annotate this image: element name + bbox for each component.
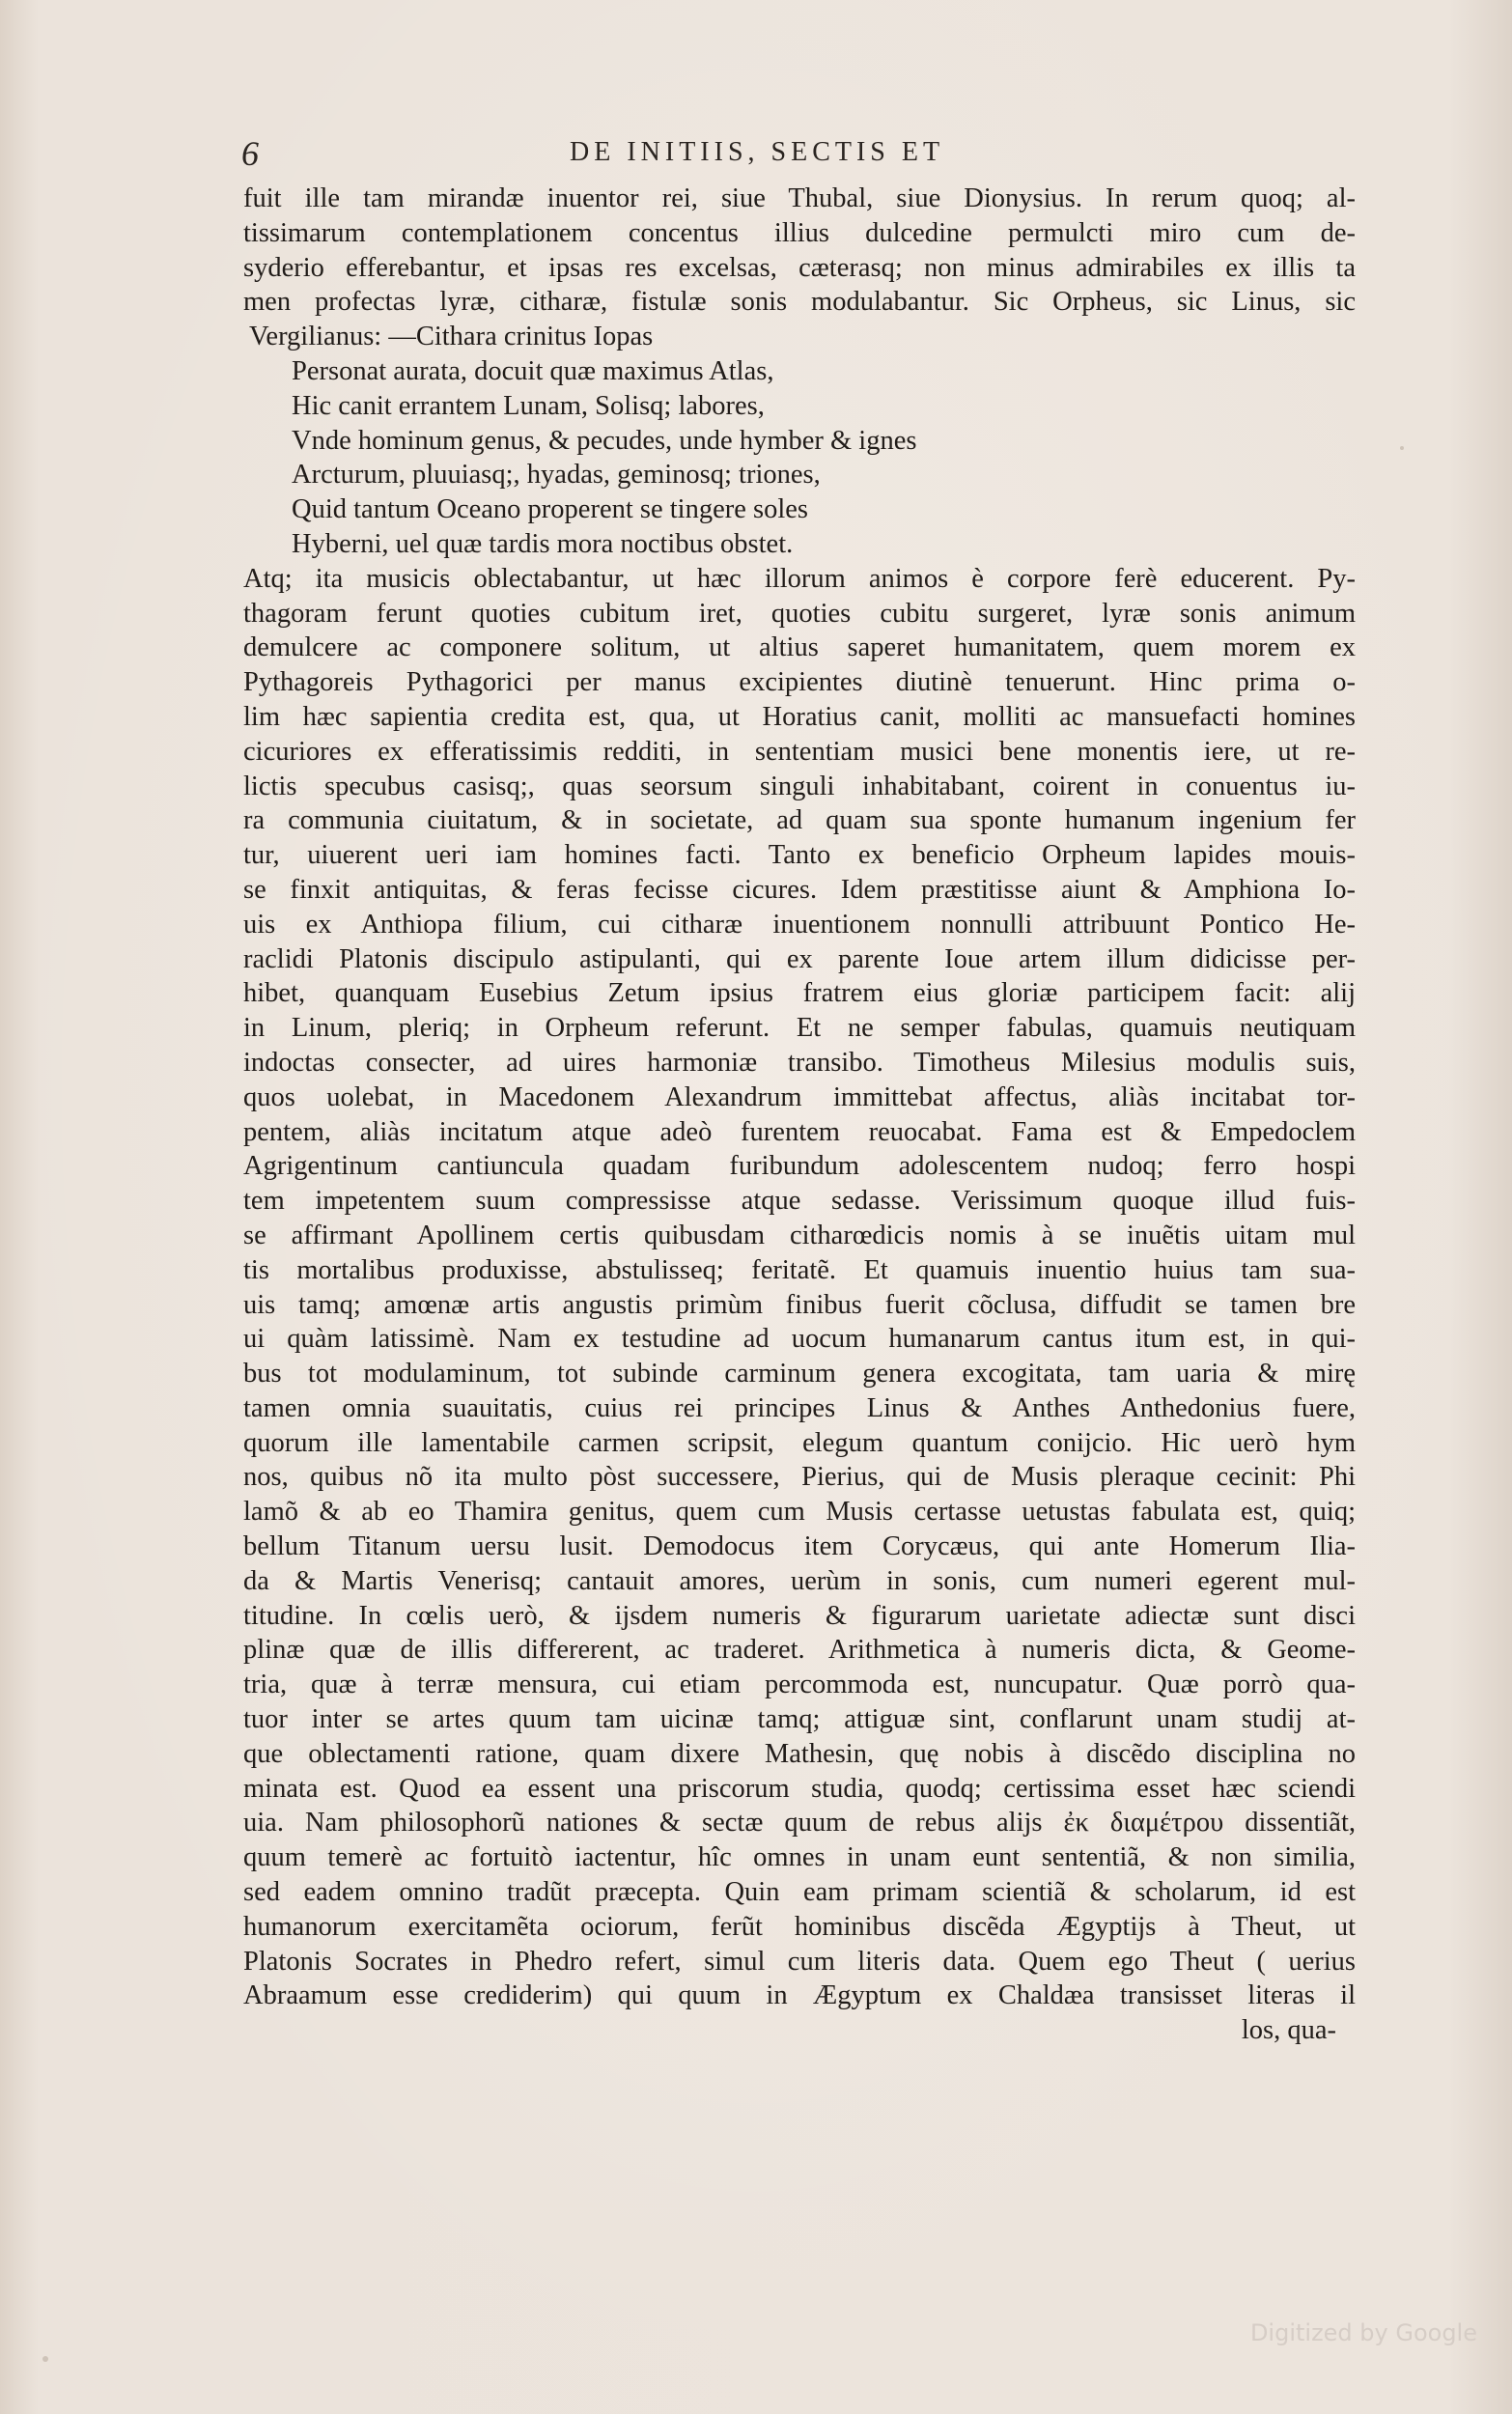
text-line: se affirmant Apollinem certis quibusdam citharœdicis nomis à se inuẽtis uitam mul (243, 1220, 1356, 1250)
text-line: men profectas lyræ, citharæ, fistulæ sonis modulabantur. Sic Orpheus, sic Linus, sic (243, 287, 1356, 318)
text-line: indoctas consecter, ad uires harmoniæ transibo. Timotheus Milesius modulis suis, (243, 1047, 1356, 1078)
text-line: uia. Nam philosophorũ nationes & sectæ quum de rebus alijs ἐκ διαμέτρου dissentiãt, (243, 1808, 1356, 1839)
text-line: fuit ille tam mirandæ inuentor rei, siue Thubal, siue Dionysius. In rerum quoq; al- (243, 183, 1356, 213)
text-line: minata est. Quod ea essent una priscorum studia, quodq; certissima esset hæc sciendi (243, 1773, 1356, 1804)
verse-line: Arcturum, pluuiasq;, hyadas, geminosq; triones, (292, 460, 821, 491)
catchword-line: los, qua- (1241, 2015, 1336, 2046)
text-line: ui quàm latissimè. Nam ex testudine ad uocum humanarum cantus itum est, in qui- (243, 1324, 1356, 1355)
verse-line: Hic canit errantem Lunam, Solisq; labores, (292, 390, 765, 421)
text-line: uis ex Anthiopa filium, cui citharæ inuentionem nonnulli attribuunt Pontico He- (243, 909, 1356, 940)
text-line: Atq; ita musicis oblectabantur, ut hæc illorum animos è corpore ferè educerent. Py- (243, 563, 1356, 594)
text-line: in Linum, pleriq; in Orpheum referunt. Et ne semper fabulas, quamuis neutiquam (243, 1013, 1356, 1044)
text-line: syderio efferebantur, et ipsas res excelsas, cæterasq; non minus admirabiles ex illis ta (243, 252, 1356, 283)
text-line: plinæ quæ de illis differerent, ac traderet. Arithmetica à numeris dicta, & Geome- (243, 1635, 1356, 1666)
text-line: uis tamq; amœnæ artis angustis primùm finibus fuerit cõclusa, diffudit se tamen bre (243, 1289, 1356, 1320)
text-line: tem impetentem suum compressisse atque sedasse. Verissimum quoque illud fuis- (243, 1186, 1356, 1217)
text-line: quorum ille lamentabile carmen scripsit, elegum quantum conijcio. Hic uerò hym (243, 1427, 1356, 1458)
page-number: 6 (241, 134, 259, 173)
text-line: raclidi Platonis discipulo astipulanti, qui ex parente Ioue artem illum didicisse per- (243, 943, 1356, 974)
verse-line: Quid tantum Oceano properent se tingere soles (292, 494, 809, 525)
text-line: tur, uiuerent ueri iam homines facti. Tanto ex beneficio Orpheum lapides mouis- (243, 840, 1356, 871)
text-line: pentem, aliàs incitatum atque adeò furentem reuocabat. Fama est & Empedoclem (243, 1116, 1356, 1147)
text-line: da & Martis Venerisq; cantauit amores, uerùm in sonis, cum numeri egerent mul- (243, 1565, 1356, 1596)
text-line: quos uolebat, in Macedonem Alexandrum immittebat affectus, aliàs incitabat tor- (243, 1081, 1356, 1112)
text-line: Pythagoreis Pythagorici per manus excipientes diutinè tenuerunt. Hinc prima o- (243, 667, 1356, 698)
text-line: se finxit antiquitas, & feras fecisse cicures. Idem præstitisse aiunt & Amphiona Io- (243, 874, 1356, 905)
text-line: sed eadem omnino tradũt præcepta. Quin eam primam scientiã & scholarum, id est (243, 1877, 1356, 1908)
text-line: thagoram ferunt quoties cubitum iret, quoties cubitu surgeret, lyræ sonis animum (243, 598, 1356, 629)
text-line: que oblectamenti ratione, quam dixere Mathesin, quę nobis à discẽdo disciplina no (243, 1738, 1356, 1769)
text-line: Platonis Socrates in Phedro refert, simul cum literis data. Quem ego Theut ( uerius (243, 1946, 1356, 1977)
text-line: quum temerè ac fortuitò iactentur, hîc omnes in unam eunt sententiã, & non similia, (243, 1842, 1356, 1873)
text-line: hibet, quanquam Eusebius Zetum ipsius fratrem eius gloriæ participem facit: alij (243, 978, 1356, 1009)
text-line: tamen omnia suauitatis, cuius rei principes Linus & Anthes Anthedonius fuere, (243, 1392, 1356, 1423)
text-line: tuor inter se artes quum tam uicinæ tamq; attiguæ sint, conflarunt unam studij at- (243, 1704, 1356, 1735)
running-head: DE INITIIS, SECTIS ET (570, 137, 945, 167)
text-line: titudine. In cœlis uerò, & ijsdem numeris & figurarum uarietate adiectæ sunt disci (243, 1600, 1356, 1631)
verse-line: Vnde hominum genus, & pecudes, unde hymber & ignes (292, 425, 917, 456)
text-line: ra communia ciuitatum, & in societate, ad quam sua sponte humanum ingenium fer (243, 805, 1356, 836)
verse-line: Hyberni, uel quæ tardis mora noctibus obstet. (292, 528, 794, 559)
text-line: Abraamum esse crediderim) qui quum in Ægyptum ex Chaldæa transisset literas il (243, 1980, 1356, 2011)
text-line: nos, quibus nõ ita multo pòst successere, Pierius, qui de Musis pleraque cecinit: Phi (243, 1462, 1356, 1493)
text-line: tissimarum contemplationem concentus illius dulcedine permulcti miro cum de- (243, 217, 1356, 248)
page-header (241, 133, 1207, 172)
text-line: demulcere ac componere solitum, ut altius saperet humanitatem, quem morem ex (243, 632, 1356, 663)
text-line: tis mortalibus produxisse, abstulisseq; feritatẽ. Et quamuis inuentio huius tam sua- (243, 1254, 1356, 1285)
verse-line: Personat aurata, docuit quæ maximus Atlas, (292, 355, 774, 386)
text-line: bellum Titanum uersu lusit. Demodocus item Corycæus, qui ante Homerum Ilia- (243, 1531, 1356, 1562)
text-line: lamõ & ab eo Thamira genitus, quem cum Musis certasse uetustas fabulata est, quiq; (243, 1497, 1356, 1528)
text-line: humanorum exercitamẽta ociorum, ferũt hominibus discẽda Ægyptijs à Theut, ut (243, 1911, 1356, 1942)
text-line: Agrigentinum cantiuncula quadam furibundum adolescentem nudoq; ferro hospi (243, 1151, 1356, 1182)
verse-intro-line: Vergilianus: —Cithara crinitus Iopas (249, 322, 654, 352)
text-line: lim hæc sapientia credita est, qua, ut Horatius canit, molliti ac mansuefacti homines (243, 701, 1356, 732)
watermark: Digitized by Google (1249, 2319, 1477, 2346)
body-text (243, 182, 1356, 2048)
text-line: cicuriores ex efferatissimis redditi, in sententiam musici bene monentis iere, ut re- (243, 736, 1356, 767)
text-line: bus tot modulaminum, tot subinde carminum genera excogitata, tam uaria & mirę (243, 1359, 1356, 1389)
text-line: lictis specubus casisq;, quas seorsum singuli inhabitabant, coirent in conuentus iu- (243, 771, 1356, 801)
text-line: tria, quæ à terræ mensura, cui etiam percommoda est, nuncupatur. Quæ porrò qua- (243, 1670, 1356, 1700)
